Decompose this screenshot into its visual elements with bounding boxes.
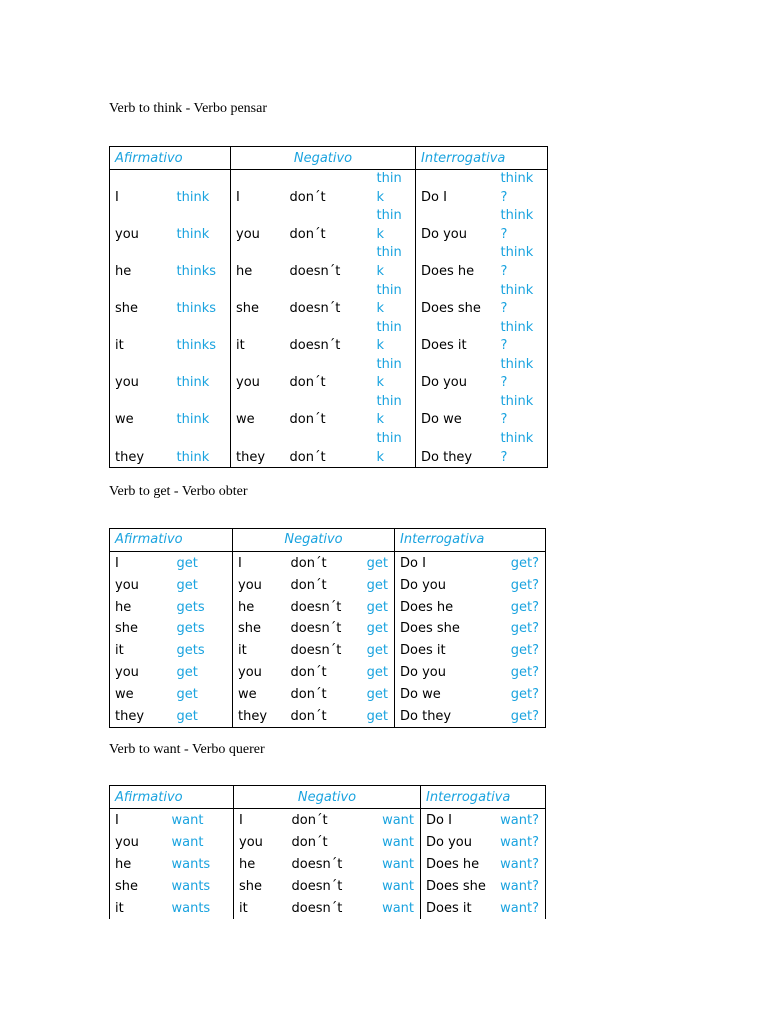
question-auxiliary-cell: Does it: [421, 897, 494, 919]
negative-pronoun-cell: you: [233, 661, 286, 683]
verb-fragment: k: [376, 189, 385, 205]
table-row: [110, 574, 546, 596]
table-row: [110, 639, 546, 661]
question-verb-cell: get?: [510, 687, 539, 703]
question-auxiliary-cell: Do you: [421, 831, 494, 853]
question-verb-fragment: ?: [500, 412, 508, 428]
auxiliary-cell: doesn´t: [290, 643, 342, 659]
pronoun-cell: she: [115, 301, 139, 316]
table-row: [110, 170, 548, 208]
pronoun-cell: it: [115, 901, 124, 916]
header-affirmative: Afirmativo: [110, 147, 231, 170]
verb-fragment: k: [376, 449, 385, 465]
negative-verb-cell: want: [382, 813, 414, 828]
auxiliary-cell: don´t: [289, 189, 326, 205]
table-row: [110, 393, 548, 430]
verb-fragment: k: [376, 375, 385, 391]
pronoun-cell: you: [115, 577, 139, 593]
question-auxiliary-cell: Do you: [395, 661, 475, 683]
question-verb-cell: want?: [500, 878, 539, 894]
header-affirmative: Afirmativo: [110, 529, 233, 552]
question-verb-cell: get?: [510, 665, 539, 681]
question-auxiliary-cell: Do I: [421, 809, 494, 832]
negative-pronoun-cell: he: [234, 853, 287, 875]
negative-pronoun-cell: she: [233, 618, 286, 640]
negative-pronoun-cell: she: [234, 875, 287, 897]
question-verb-cell: get?: [510, 555, 539, 571]
question-auxiliary-cell: Do I: [395, 551, 475, 573]
verb-fragment: thin: [376, 282, 402, 298]
question-auxiliary-cell: Do you: [416, 356, 496, 393]
want-conjugation-table: [109, 785, 546, 919]
pronoun-cell: I: [115, 555, 119, 571]
question-verb-fragment: ?: [500, 263, 508, 279]
table-header-row: [110, 529, 546, 552]
negative-pronoun-cell: we: [233, 683, 286, 705]
table-row: [110, 705, 546, 727]
think-conjugation-table: [109, 146, 548, 468]
header-affirmative: Afirmativo: [110, 786, 234, 809]
negative-verb-cell: get: [366, 555, 388, 571]
negative-pronoun-cell: you: [231, 207, 285, 244]
negative-pronoun-cell: she: [231, 281, 285, 318]
question-verb-cell: [496, 170, 548, 208]
table-header-row: [110, 147, 548, 170]
auxiliary-cell: don´t: [290, 687, 327, 703]
verb-fragment: thin: [376, 431, 402, 446]
question-verb-fragment: think: [500, 282, 534, 298]
pronoun-cell: it: [115, 643, 124, 659]
verb-fragment: k: [376, 301, 385, 316]
negative-pronoun-cell: he: [231, 244, 285, 281]
negative-verb-cell: [372, 356, 416, 393]
negative-pronoun-cell: you: [234, 831, 287, 853]
verb-fragment: k: [376, 338, 385, 354]
negative-pronoun-cell: they: [233, 705, 286, 727]
auxiliary-cell: doesn´t: [291, 856, 343, 872]
negative-pronoun-cell: you: [233, 574, 286, 596]
question-verb-fragment: think: [500, 208, 534, 224]
table-row: [110, 244, 548, 281]
affirmative-verb-cell: want: [171, 834, 204, 850]
question-verb-cell: want?: [500, 813, 539, 828]
question-auxiliary-cell: Does he: [421, 853, 494, 875]
negative-pronoun-cell: he: [233, 596, 286, 618]
table-row: [110, 430, 548, 468]
question-verb-cell: get?: [510, 709, 539, 725]
question-auxiliary-cell: Do you: [395, 574, 475, 596]
question-auxiliary-cell: Does it: [416, 319, 496, 356]
verb-fragment: k: [376, 263, 385, 279]
affirmative-verb-cell: get: [176, 665, 198, 681]
question-verb-fragment: ?: [500, 449, 508, 465]
question-verb-fragment: ?: [500, 226, 508, 242]
affirmative-verb-cell: wants: [171, 856, 211, 872]
negative-verb-cell: want: [382, 901, 414, 916]
negative-verb-cell: [372, 281, 416, 318]
auxiliary-cell: doesn´t: [290, 621, 342, 637]
auxiliary-cell: don´t: [291, 834, 328, 850]
question-auxiliary-cell: Does it: [395, 639, 475, 661]
auxiliary-cell: doesn´t: [289, 301, 341, 316]
verb-fragment: k: [376, 226, 385, 242]
affirmative-verb-cell: think: [176, 189, 210, 205]
question-verb-fragment: think: [500, 171, 534, 187]
negative-verb-cell: [372, 170, 416, 208]
auxiliary-cell: doesn´t: [290, 599, 342, 615]
table-row: [110, 809, 546, 832]
auxiliary-cell: doesn´t: [291, 901, 343, 916]
auxiliary-cell: don´t: [290, 665, 327, 681]
verb-fragment: thin: [376, 245, 402, 261]
question-auxiliary-cell: Does he: [416, 244, 496, 281]
pronoun-cell: he: [115, 263, 132, 279]
affirmative-verb-cell: think: [176, 375, 210, 391]
question-verb-fragment: think: [500, 393, 534, 409]
auxiliary-cell: don´t: [290, 709, 327, 725]
pronoun-cell: I: [115, 189, 119, 205]
affirmative-verb-cell: wants: [171, 878, 211, 894]
heading-think: Verb to think - Verbo pensar: [109, 101, 267, 116]
negative-verb-cell: get: [366, 687, 388, 703]
pronoun-cell: you: [115, 834, 139, 850]
affirmative-verb-cell: gets: [176, 599, 205, 615]
question-auxiliary-cell: Do I: [416, 170, 496, 208]
header-interrogative: Interrogativa: [395, 529, 546, 552]
pronoun-cell: we: [115, 687, 134, 703]
question-verb-cell: get?: [510, 643, 539, 659]
header-negative: Negativo: [234, 786, 421, 809]
question-auxiliary-cell: Does she: [416, 281, 496, 318]
negative-verb-cell: want: [382, 856, 414, 872]
table-row: [110, 319, 548, 356]
question-verb-cell: [496, 430, 548, 468]
auxiliary-cell: don´t: [290, 555, 327, 571]
question-verb-cell: [496, 356, 548, 393]
negative-pronoun-cell: it: [234, 897, 287, 919]
negative-verb-cell: [372, 430, 416, 468]
pronoun-cell: we: [115, 412, 134, 428]
verb-fragment: thin: [376, 319, 402, 335]
heading-want: Verb to want - Verbo querer: [109, 742, 265, 757]
pronoun-cell: he: [115, 599, 132, 615]
get-conjugation-table: [109, 528, 546, 728]
question-verb-fragment: ?: [500, 375, 508, 391]
affirmative-verb-cell: get: [176, 709, 198, 725]
table-row: [110, 853, 546, 875]
negative-verb-cell: [372, 244, 416, 281]
pronoun-cell: she: [115, 621, 139, 637]
verb-fragment: thin: [376, 208, 402, 224]
pronoun-cell: you: [115, 375, 139, 391]
question-verb-cell: [496, 244, 548, 281]
affirmative-verb-cell: think: [176, 449, 210, 465]
pronoun-cell: you: [115, 665, 139, 681]
question-verb-fragment: ?: [500, 301, 508, 316]
negative-pronoun-cell: we: [231, 393, 285, 430]
table-row: [110, 596, 546, 618]
question-auxiliary-cell: Does she: [395, 618, 475, 640]
affirmative-verb-cell: thinks: [176, 301, 216, 316]
negative-verb-cell: get: [366, 643, 388, 659]
negative-verb-cell: get: [366, 577, 388, 593]
pronoun-cell: she: [115, 878, 139, 894]
auxiliary-cell: doesn´t: [289, 338, 341, 354]
negative-verb-cell: get: [366, 599, 388, 615]
header-interrogative: Interrogativa: [421, 786, 546, 809]
header-negative: Negativo: [231, 147, 416, 170]
affirmative-verb-cell: thinks: [176, 263, 216, 279]
question-verb-cell: want?: [500, 834, 539, 850]
table-row: [110, 356, 548, 393]
negative-verb-cell: [372, 207, 416, 244]
verb-fragment: thin: [376, 393, 402, 409]
affirmative-verb-cell: gets: [176, 621, 205, 637]
negative-pronoun-cell: I: [234, 809, 287, 832]
pronoun-cell: I: [115, 813, 119, 828]
question-auxiliary-cell: Do they: [395, 705, 475, 727]
affirmative-verb-cell: think: [176, 226, 210, 242]
negative-verb-cell: get: [366, 709, 388, 725]
affirmative-verb-cell: get: [176, 555, 198, 571]
question-verb-fragment: think: [500, 245, 534, 261]
negative-pronoun-cell: it: [231, 319, 285, 356]
negative-pronoun-cell: I: [231, 170, 285, 208]
pronoun-cell: you: [115, 226, 139, 242]
question-verb-cell: get?: [510, 577, 539, 593]
auxiliary-cell: doesn´t: [291, 878, 343, 894]
auxiliary-cell: don´t: [289, 226, 326, 242]
auxiliary-cell: don´t: [291, 813, 328, 828]
pronoun-cell: they: [115, 709, 145, 725]
auxiliary-cell: don´t: [289, 449, 326, 465]
question-auxiliary-cell: Does he: [395, 596, 475, 618]
negative-pronoun-cell: I: [233, 551, 286, 573]
pronoun-cell: they: [115, 449, 145, 465]
question-verb-cell: get?: [510, 621, 539, 637]
affirmative-verb-cell: get: [176, 687, 198, 703]
affirmative-verb-cell: gets: [176, 643, 205, 659]
negative-pronoun-cell: they: [231, 430, 285, 468]
affirmative-verb-cell: thinks: [176, 338, 216, 354]
auxiliary-cell: doesn´t: [289, 263, 341, 279]
affirmative-verb-cell: wants: [171, 901, 211, 916]
table-row: [110, 551, 546, 573]
affirmative-verb-cell: want: [171, 813, 204, 828]
question-verb-cell: get?: [510, 599, 539, 615]
negative-verb-cell: [372, 393, 416, 430]
heading-get: Verb to get - Verbo obter: [109, 484, 248, 499]
question-verb-cell: want?: [500, 856, 539, 872]
question-verb-fragment: ?: [500, 189, 508, 205]
question-auxiliary-cell: Does she: [421, 875, 494, 897]
question-verb-cell: want?: [500, 901, 539, 916]
table-row: [110, 831, 546, 853]
verb-fragment: k: [376, 412, 385, 428]
question-verb-cell: [496, 281, 548, 318]
question-verb-fragment: think: [500, 319, 534, 335]
negative-verb-cell: [372, 319, 416, 356]
auxiliary-cell: don´t: [289, 375, 326, 391]
auxiliary-cell: don´t: [289, 412, 326, 428]
verb-fragment: thin: [376, 356, 402, 372]
table-row: [110, 875, 546, 897]
table-row: [110, 618, 546, 640]
table-row: [110, 683, 546, 705]
auxiliary-cell: don´t: [290, 577, 327, 593]
negative-verb-cell: get: [366, 621, 388, 637]
header-interrogative: Interrogativa: [416, 147, 548, 170]
table-row: [110, 207, 548, 244]
table-row: [110, 281, 548, 318]
negative-pronoun-cell: you: [231, 356, 285, 393]
negative-verb-cell: get: [366, 665, 388, 681]
negative-verb-cell: want: [382, 834, 414, 850]
negative-verb-cell: want: [382, 878, 414, 894]
negative-pronoun-cell: it: [233, 639, 286, 661]
question-auxiliary-cell: Do we: [395, 683, 475, 705]
question-verb-cell: [496, 319, 548, 356]
question-auxiliary-cell: Do they: [416, 430, 496, 468]
question-auxiliary-cell: Do we: [416, 393, 496, 430]
question-verb-fragment: think: [500, 431, 534, 446]
question-verb-cell: [496, 393, 548, 430]
table-row: [110, 661, 546, 683]
verb-fragment: thin: [376, 171, 402, 187]
table-header-row: [110, 786, 546, 809]
question-verb-cell: [496, 207, 548, 244]
affirmative-verb-cell: get: [176, 577, 198, 593]
question-auxiliary-cell: Do you: [416, 207, 496, 244]
affirmative-verb-cell: think: [176, 412, 210, 428]
pronoun-cell: he: [115, 856, 132, 872]
question-verb-fragment: ?: [500, 338, 508, 354]
header-negative: Negativo: [233, 529, 395, 552]
table-row: [110, 897, 546, 919]
question-verb-fragment: think: [500, 356, 534, 372]
pronoun-cell: it: [115, 338, 124, 354]
